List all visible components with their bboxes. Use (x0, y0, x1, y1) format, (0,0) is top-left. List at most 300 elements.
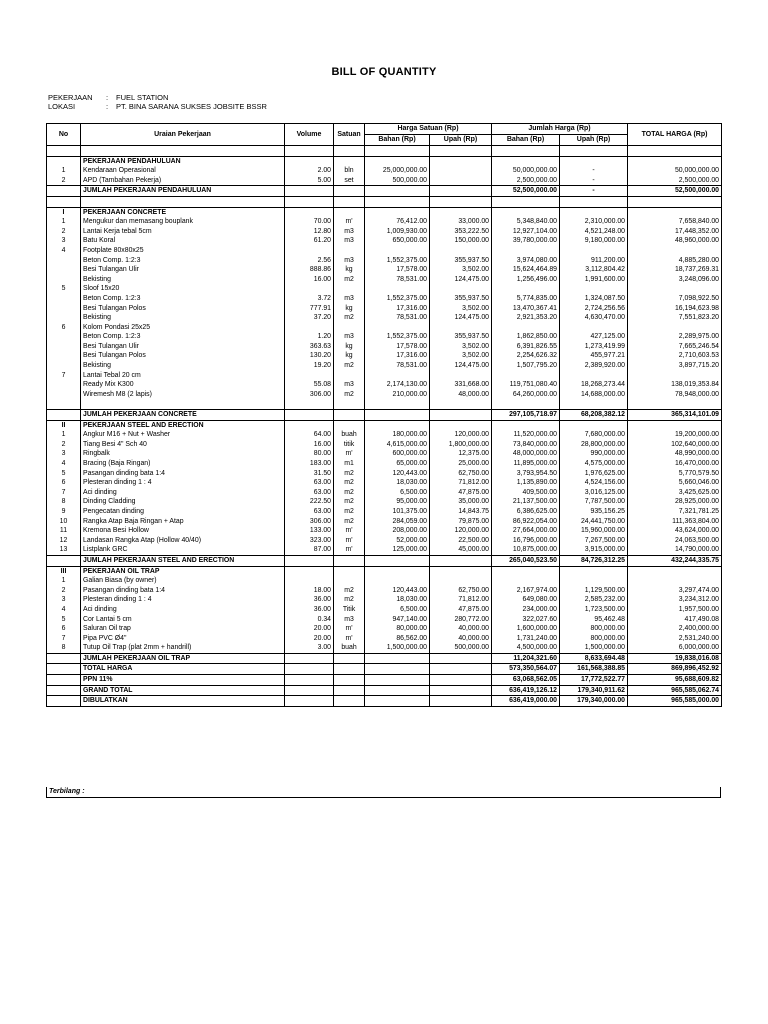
cell-jumlah-upah: 1,129,500.00 (560, 586, 628, 596)
col-uraian: Uraian Pekerjaan (81, 124, 285, 146)
cell-total: 28,925,000.00 (628, 497, 722, 507)
cell-harga-bahan: 284,059.00 (365, 517, 430, 527)
cell-jumlah-upah: 1,723,500.00 (560, 605, 628, 615)
cell-harga-bahan: 1,009,930.00 (365, 227, 430, 237)
cell-jumlah-bahan (492, 566, 560, 576)
cell-harga-bahan: 1,500,000.00 (365, 643, 430, 653)
cell-harga-upah: 124,475.00 (430, 275, 492, 285)
cell-volume: 5.00 (285, 176, 334, 186)
cell-total: 102,640,000.00 (628, 440, 722, 450)
cell-jumlah-bahan (492, 207, 560, 217)
cell-total: 16,470,000.00 (628, 459, 722, 469)
spacer-row (47, 196, 722, 207)
document-title: BILL OF QUANTITY (331, 66, 437, 78)
cell-harga-bahan: 78,531.00 (365, 275, 430, 285)
cell-volume (285, 246, 334, 256)
table-row (47, 256, 722, 266)
cell-harga-upah: 355,937.50 (430, 256, 492, 266)
cell-no: 13 (47, 545, 81, 555)
section-header-row (47, 207, 722, 217)
cell-jumlah-upah: 4,521,248.00 (560, 227, 628, 237)
cell-total: 17,448,352.00 (628, 227, 722, 237)
table-row (47, 217, 722, 227)
table-row (47, 227, 722, 237)
cell-volume: 61.20 (285, 236, 334, 246)
table-row (47, 236, 722, 246)
cell-desc: Landasan Rangka Atap (Hollow 40/40) (81, 536, 285, 546)
cell-desc: Lantai Tebal 20 cm (81, 371, 285, 381)
cell-harga-upah (430, 664, 492, 675)
cell-no: III (47, 566, 81, 576)
cell-harga-bahan: 17,316.00 (365, 351, 430, 361)
cell-total: 965,585,000.00 (628, 696, 722, 707)
cell-total: 7,658,840.00 (628, 217, 722, 227)
cell-no (47, 685, 81, 696)
cell-volume: 363.63 (285, 342, 334, 352)
cell-total: 19,838,016.08 (628, 653, 722, 664)
cell-harga-upah: 40,000.00 (430, 624, 492, 634)
cell-satuan (334, 196, 365, 207)
cell-jumlah-upah: 84,726,312.25 (560, 555, 628, 566)
pekerjaan-label: PEKERJAAN (48, 93, 93, 102)
cell-jumlah-bahan: 409,500.00 (492, 488, 560, 498)
table-row (47, 323, 722, 333)
cell-satuan (334, 410, 365, 421)
cell-desc: Aci dinding (81, 605, 285, 615)
cell-harga-upah (430, 399, 492, 409)
table-row (47, 488, 722, 498)
cell-no: 3 (47, 449, 81, 459)
cell-no: II (47, 420, 81, 430)
cell-harga-upah: 40,000.00 (430, 634, 492, 644)
cell-desc: Kremona Besi Hollow (81, 526, 285, 536)
cell-harga-upah (430, 186, 492, 197)
cell-no (47, 380, 81, 390)
cell-harga-bahan: 208,000.00 (365, 526, 430, 536)
cell-desc: Listplank GRC (81, 545, 285, 555)
cell-harga-upah (430, 653, 492, 664)
cell-harga-upah (430, 685, 492, 696)
cell-volume (285, 555, 334, 566)
cell-desc: JUMLAH PEKERJAAN PENDAHULUAN (81, 186, 285, 197)
cell-desc: Tiang Besi 4" Sch 40 (81, 440, 285, 450)
cell-total: 2,531,240.00 (628, 634, 722, 644)
cell-jumlah-upah: 7,267,500.00 (560, 536, 628, 546)
cell-volume (285, 323, 334, 333)
cell-no: 8 (47, 643, 81, 653)
table-row (47, 246, 722, 256)
cell-jumlah-upah (560, 284, 628, 294)
cell-total: 7,665,246.54 (628, 342, 722, 352)
cell-satuan (334, 323, 365, 333)
cell-volume (285, 186, 334, 197)
col-total: TOTAL HARGA (Rp) (628, 124, 722, 146)
cell-desc: Batu Koral (81, 236, 285, 246)
cell-harga-bahan (365, 566, 430, 576)
cell-harga-bahan: 65,000.00 (365, 459, 430, 469)
cell-total: 43,624,000.00 (628, 526, 722, 536)
cell-harga-upah: 331,668.00 (430, 380, 492, 390)
cell-jumlah-bahan: 1,135,890.00 (492, 478, 560, 488)
cell-no (47, 146, 81, 157)
cell-harga-bahan (365, 696, 430, 707)
cell-harga-bahan (365, 156, 430, 166)
table-row (47, 459, 722, 469)
cell-satuan (334, 664, 365, 675)
cell-satuan: Titik (334, 605, 365, 615)
cell-harga-upah (430, 675, 492, 686)
cell-harga-upah: 150,000.00 (430, 236, 492, 246)
cell-harga-upah: 22,500.00 (430, 536, 492, 546)
cell-total: 2,400,000.00 (628, 624, 722, 634)
cell-jumlah-upah (560, 323, 628, 333)
table-row (47, 284, 722, 294)
table-row (47, 332, 722, 342)
cell-desc: Kendaraan Operasional (81, 166, 285, 176)
cell-harga-upah (430, 410, 492, 421)
table-row (47, 536, 722, 546)
cell-no (47, 653, 81, 664)
lokasi-sep: : (106, 102, 109, 111)
cell-harga-bahan (365, 653, 430, 664)
cell-total: 138,019,353.84 (628, 380, 722, 390)
cell-desc: Ringbalk (81, 449, 285, 459)
cell-jumlah-bahan: 63,068,562.05 (492, 675, 560, 686)
cell-no (47, 332, 81, 342)
subtotal-row (47, 410, 722, 421)
table-row (47, 313, 722, 323)
cell-no (47, 156, 81, 166)
table-header (47, 124, 722, 146)
cell-total (628, 420, 722, 430)
cell-harga-bahan (365, 555, 430, 566)
cell-no: 2 (47, 227, 81, 237)
cell-total (628, 284, 722, 294)
meta-lokasi (48, 102, 267, 111)
cell-jumlah-bahan: 16,796,000.00 (492, 536, 560, 546)
cell-jumlah-upah: 1,991,600.00 (560, 275, 628, 285)
cell-jumlah-upah (560, 146, 628, 157)
cell-desc: Footplate 80x80x25 (81, 246, 285, 256)
cell-jumlah-bahan: 5,348,840.00 (492, 217, 560, 227)
cell-no: 6 (47, 323, 81, 333)
cell-volume: 19.20 (285, 361, 334, 371)
cell-harga-bahan: 18,030.00 (365, 595, 430, 605)
cell-jumlah-upah (560, 156, 628, 166)
lokasi-value: PT. BINA SARANA SUKSES JOBSITE BSSR (116, 102, 267, 111)
col-harga-satuan: Harga Satuan (Rp) (365, 124, 492, 135)
cell-jumlah-upah (560, 399, 628, 409)
table-row (47, 586, 722, 596)
cell-total: 6,000,000.00 (628, 643, 722, 653)
cell-satuan (334, 576, 365, 586)
cell-volume: 2.56 (285, 256, 334, 266)
cell-jumlah-upah (560, 420, 628, 430)
cell-harga-upah (430, 420, 492, 430)
cell-jumlah-upah: 7,680,000.00 (560, 430, 628, 440)
cell-no: 10 (47, 517, 81, 527)
cell-jumlah-bahan: 11,204,321.60 (492, 653, 560, 664)
cell-satuan (334, 399, 365, 409)
cell-harga-upah (430, 176, 492, 186)
cell-harga-upah (430, 371, 492, 381)
cell-jumlah-bahan: 15,624,464.89 (492, 265, 560, 275)
cell-harga-bahan (365, 576, 430, 586)
cell-satuan: m3 (334, 256, 365, 266)
cell-jumlah-upah: - (560, 176, 628, 186)
cell-jumlah-upah (560, 246, 628, 256)
cell-harga-upah: 47,875.00 (430, 488, 492, 498)
cell-harga-bahan: 6,500.00 (365, 605, 430, 615)
cell-jumlah-upah: 14,688,000.00 (560, 390, 628, 400)
cell-harga-upah: 14,843.75 (430, 507, 492, 517)
cell-desc: Sloof 15x20 (81, 284, 285, 294)
cell-jumlah-bahan: 21,137,500.00 (492, 497, 560, 507)
cell-desc: Plesteran dinding 1 : 4 (81, 595, 285, 605)
cell-jumlah-upah: 15,960,000.00 (560, 526, 628, 536)
cell-harga-bahan: 78,531.00 (365, 361, 430, 371)
cell-no: 1 (47, 576, 81, 586)
cell-total: 16,194,623.98 (628, 304, 722, 314)
cell-harga-upah (430, 323, 492, 333)
cell-no: 11 (47, 526, 81, 536)
cell-satuan (334, 555, 365, 566)
table-row (47, 478, 722, 488)
cell-harga-bahan: 1,552,375.00 (365, 332, 430, 342)
table-row (47, 497, 722, 507)
table-row (47, 390, 722, 400)
cell-no (47, 696, 81, 707)
cell-volume: 0.34 (285, 615, 334, 625)
cell-satuan: m2 (334, 478, 365, 488)
cell-no: 3 (47, 236, 81, 246)
cell-harga-bahan (365, 399, 430, 409)
cell-harga-upah: 35,000.00 (430, 497, 492, 507)
cell-harga-bahan (365, 207, 430, 217)
cell-desc: Dinding Cladding (81, 497, 285, 507)
cell-desc: Besi Tulangan Polos (81, 304, 285, 314)
cell-jumlah-upah (560, 576, 628, 586)
cell-desc: DIBULATKAN (81, 696, 285, 707)
cell-desc: Galian Biasa (by owner) (81, 576, 285, 586)
cell-satuan: m1 (334, 459, 365, 469)
cell-volume: 888.86 (285, 265, 334, 275)
boq-table (46, 123, 722, 707)
cell-harga-upah: 124,475.00 (430, 361, 492, 371)
cell-desc: JUMLAH PEKERJAAN CONCRETE (81, 410, 285, 421)
col-no: No (47, 124, 81, 146)
cell-jumlah-upah: 2,310,000.00 (560, 217, 628, 227)
cell-no: 1 (47, 217, 81, 227)
cell-desc: PEKERJAAN CONCRETE (81, 207, 285, 217)
cell-volume: 3.00 (285, 643, 334, 653)
cell-jumlah-upah: 95,462.48 (560, 615, 628, 625)
cell-no: 4 (47, 605, 81, 615)
cell-jumlah-bahan: 5,774,835.00 (492, 294, 560, 304)
cell-volume: 80.00 (285, 449, 334, 459)
cell-satuan: buah (334, 430, 365, 440)
cell-satuan: m2 (334, 469, 365, 479)
cell-jumlah-upah: 1,976,625.00 (560, 469, 628, 479)
cell-volume: 70.00 (285, 217, 334, 227)
section-header-row (47, 420, 722, 430)
cell-no (47, 265, 81, 275)
cell-volume: 55.08 (285, 380, 334, 390)
cell-satuan (334, 246, 365, 256)
cell-jumlah-upah: 800,000.00 (560, 624, 628, 634)
cell-desc: APD (Tambahan Pekerja) (81, 176, 285, 186)
cell-harga-bahan: 1,552,375.00 (365, 256, 430, 266)
cell-volume: 130.20 (285, 351, 334, 361)
cell-desc: JUMLAH PEKERJAAN STEEL AND ERECTION (81, 555, 285, 566)
cell-no: 8 (47, 497, 81, 507)
cell-jumlah-upah: 24,441,750.00 (560, 517, 628, 527)
cell-volume (285, 653, 334, 664)
cell-total: 48,990,000.00 (628, 449, 722, 459)
cell-jumlah-bahan (492, 399, 560, 409)
cell-no: 7 (47, 634, 81, 644)
cell-total: 52,500,000.00 (628, 186, 722, 197)
table-row (47, 469, 722, 479)
cell-harga-bahan: 17,316.00 (365, 304, 430, 314)
cell-total: 78,948,000.00 (628, 390, 722, 400)
cell-satuan: kg (334, 304, 365, 314)
cell-jumlah-upah: 161,568,388.85 (560, 664, 628, 675)
cell-jumlah-upah: 800,000.00 (560, 634, 628, 644)
cell-no (47, 313, 81, 323)
pekerjaan-value: FUEL STATION (116, 93, 169, 102)
cell-satuan: kg (334, 342, 365, 352)
cell-desc: Plesteran dinding 1 : 4 (81, 478, 285, 488)
col-harga-bahan: Bahan (Rp) (365, 135, 430, 146)
cell-harga-bahan: 52,000.00 (365, 536, 430, 546)
cell-jumlah-upah: 3,112,804.42 (560, 265, 628, 275)
cell-harga-bahan: 95,000.00 (365, 497, 430, 507)
spacer-row (47, 146, 722, 157)
cell-jumlah-bahan: 234,000.00 (492, 605, 560, 615)
cell-jumlah-upah: 2,585,232.00 (560, 595, 628, 605)
table-row (47, 440, 722, 450)
table-row (47, 361, 722, 371)
cell-jumlah-upah: 935,156.25 (560, 507, 628, 517)
cell-satuan: m' (334, 536, 365, 546)
cell-total: 3,248,096.00 (628, 275, 722, 285)
cell-harga-bahan: 86,562.00 (365, 634, 430, 644)
cell-jumlah-bahan: 11,895,000.00 (492, 459, 560, 469)
cell-no: 5 (47, 615, 81, 625)
cell-no (47, 186, 81, 197)
subtotal-row (47, 696, 722, 707)
cell-total (628, 576, 722, 586)
table-row (47, 576, 722, 586)
cell-desc: Pengecatan dinding (81, 507, 285, 517)
cell-harga-bahan: 125,000.00 (365, 545, 430, 555)
cell-satuan: m2 (334, 497, 365, 507)
cell-desc: Besi Tulangan Polos (81, 351, 285, 361)
cell-volume (285, 207, 334, 217)
cell-total (628, 371, 722, 381)
subtotal-row (47, 675, 722, 686)
cell-total: 50,000,000.00 (628, 166, 722, 176)
cell-jumlah-bahan: 64,260,000.00 (492, 390, 560, 400)
cell-jumlah-upah: - (560, 166, 628, 176)
cell-jumlah-upah (560, 566, 628, 576)
cell-volume: 63.00 (285, 507, 334, 517)
cell-jumlah-upah: 68,208,382.12 (560, 410, 628, 421)
cell-harga-bahan: 500,000.00 (365, 176, 430, 186)
cell-harga-upah: 25,000.00 (430, 459, 492, 469)
cell-satuan: m2 (334, 361, 365, 371)
cell-volume: 87.00 (285, 545, 334, 555)
col-satuan: Satuan (334, 124, 365, 146)
cell-jumlah-bahan: 573,350,564.07 (492, 664, 560, 675)
cell-harga-bahan: 600,000.00 (365, 449, 430, 459)
cell-no (47, 275, 81, 285)
cell-jumlah-bahan (492, 146, 560, 157)
cell-jumlah-upah: 4,575,000.00 (560, 459, 628, 469)
cell-desc: PEKERJAAN STEEL AND ERECTION (81, 420, 285, 430)
cell-harga-upah: 3,502.00 (430, 342, 492, 352)
cell-satuan: m3 (334, 294, 365, 304)
col-jumlah-bahan: Bahan (Rp) (492, 135, 560, 146)
cell-no: 5 (47, 469, 81, 479)
cell-harga-upah: 79,875.00 (430, 517, 492, 527)
cell-satuan (334, 207, 365, 217)
cell-total: 19,200,000.00 (628, 430, 722, 440)
cell-harga-bahan: 78,531.00 (365, 313, 430, 323)
cell-jumlah-bahan: 3,793,954.50 (492, 469, 560, 479)
cell-jumlah-upah: 990,000.00 (560, 449, 628, 459)
cell-jumlah-bahan: 119,751,080.40 (492, 380, 560, 390)
cell-volume (285, 196, 334, 207)
cell-jumlah-bahan: 27,664,000.00 (492, 526, 560, 536)
cell-jumlah-upah: 455,977.21 (560, 351, 628, 361)
cell-total: 1,957,500.00 (628, 605, 722, 615)
terbilang-label: Terbilang : (46, 787, 721, 798)
cell-volume: 133.00 (285, 526, 334, 536)
cell-volume: 16.00 (285, 275, 334, 285)
cell-harga-bahan (365, 685, 430, 696)
cell-jumlah-bahan: 1,256,496.00 (492, 275, 560, 285)
cell-harga-upah: 355,937.50 (430, 294, 492, 304)
cell-harga-bahan: 25,000,000.00 (365, 166, 430, 176)
cell-harga-bahan (365, 186, 430, 197)
cell-harga-upah (430, 566, 492, 576)
cell-harga-upah (430, 207, 492, 217)
cell-harga-upah: 62,750.00 (430, 586, 492, 596)
cell-desc: Ready Mix K300 (81, 380, 285, 390)
cell-harga-bahan: 4,615,000.00 (365, 440, 430, 450)
cell-harga-upah: 500,000.00 (430, 643, 492, 653)
cell-jumlah-upah: 28,800,000.00 (560, 440, 628, 450)
cell-harga-upah (430, 156, 492, 166)
cell-desc: Saluran Oil trap (81, 624, 285, 634)
cell-harga-upah: 33,000.00 (430, 217, 492, 227)
cell-total: 5,770,579.50 (628, 469, 722, 479)
cell-jumlah-upah: 7,787,500.00 (560, 497, 628, 507)
cell-volume: 183.00 (285, 459, 334, 469)
cell-harga-bahan: 80,000.00 (365, 624, 430, 634)
table-row (47, 275, 722, 285)
cell-satuan: buah (334, 643, 365, 653)
cell-satuan: m' (334, 624, 365, 634)
cell-desc: Tutup Oil Trap (plat 2mm + handrill) (81, 643, 285, 653)
cell-jumlah-upah: 1,500,000.00 (560, 643, 628, 653)
cell-total: 3,897,715.20 (628, 361, 722, 371)
cell-desc: Bekisting (81, 275, 285, 285)
cell-harga-upah: 45,000.00 (430, 545, 492, 555)
pekerjaan-sep: : (106, 93, 109, 102)
